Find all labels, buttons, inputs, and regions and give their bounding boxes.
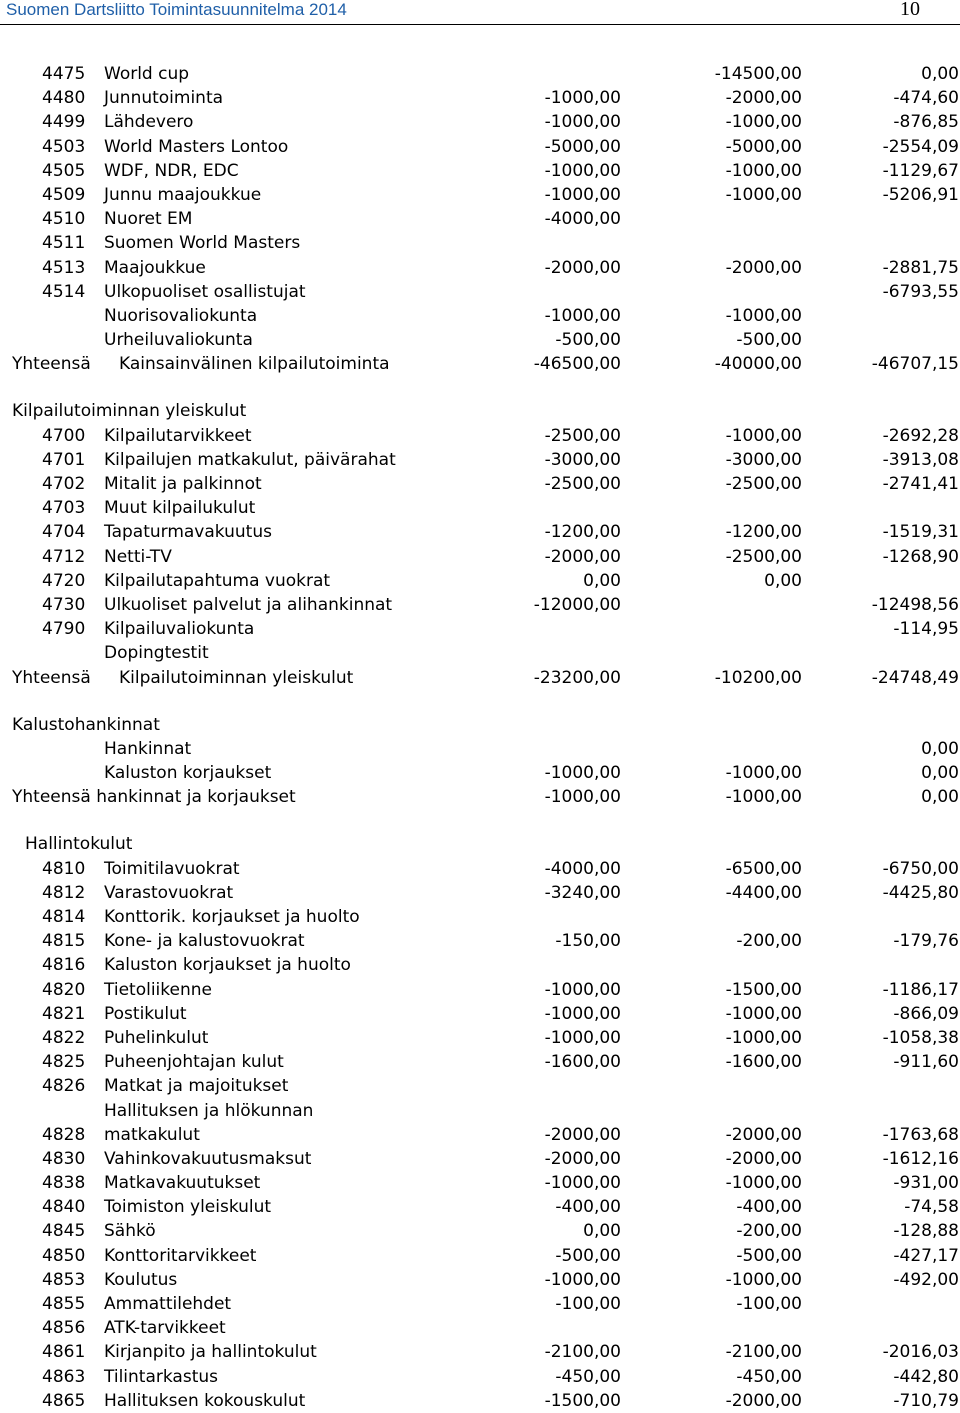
account-code: 4480 (42, 88, 86, 109)
table-row (0, 1026, 960, 1050)
budget-value-2: -1500,00 (725, 979, 802, 1000)
budget-value-1: -12000,00 (533, 594, 621, 615)
actual-value: -3913,08 (882, 449, 959, 470)
account-code: 4700 (42, 425, 86, 446)
account-description: Kilpailutapahtuma vuokrat (104, 570, 331, 591)
table-row (0, 737, 960, 761)
account-description: Dopingtestit (104, 643, 209, 664)
account-description: Postikulut (104, 1003, 187, 1024)
budget-value-1: -2000,00 (544, 546, 621, 567)
table-row (0, 159, 960, 183)
account-description: Junnutoiminta (104, 88, 224, 109)
account-description: Kilpailutoiminnan yleiskulut (12, 401, 247, 422)
budget-value-1: -450,00 (555, 1366, 621, 1387)
actual-value: 0,00 (921, 738, 959, 759)
budget-value-1: -2000,00 (544, 1124, 621, 1145)
account-description: Ulkuoliset palvelut ja alihankinnat (104, 594, 393, 615)
table-row (0, 1244, 960, 1268)
budget-value-2: -200,00 (736, 1221, 802, 1242)
budget-value-1: -2100,00 (544, 1342, 621, 1363)
table-row (0, 1074, 960, 1098)
budget-value-2: -2000,00 (725, 1148, 802, 1169)
account-code: 4820 (42, 979, 86, 1000)
account-code: 4704 (42, 522, 86, 543)
budget-value-2: -40000,00 (714, 354, 802, 375)
account-code: 4503 (42, 136, 86, 157)
budget-value-1: -1000,00 (544, 979, 621, 1000)
budget-value-2: -1000,00 (725, 1003, 802, 1024)
budget-value-1: -2000,00 (544, 1148, 621, 1169)
table-row (0, 1389, 960, 1413)
total-row (0, 666, 960, 690)
actual-value: -1058,38 (882, 1027, 959, 1048)
account-description: Puheenjohtajan kulut (104, 1052, 284, 1073)
table-row (0, 135, 960, 159)
table-row (0, 1340, 960, 1364)
account-description: Nuorisovaliokunta (104, 305, 258, 326)
budget-value-1: -4000,00 (544, 858, 621, 879)
account-description: Vahinkovakuutusmaksut (104, 1148, 312, 1169)
budget-value-2: -500,00 (736, 1245, 802, 1266)
budget-value-1: -1000,00 (544, 787, 621, 808)
table-row (0, 1171, 960, 1195)
account-description: Toimitilavuokrat (104, 858, 240, 879)
account-description: Kone- ja kalustovuokrat (104, 931, 305, 952)
budget-value-1: -1600,00 (544, 1052, 621, 1073)
budget-value-2: -1000,00 (725, 305, 802, 326)
account-code: 4816 (42, 955, 86, 976)
table-row (0, 472, 960, 496)
account-description: Hallituksen ja hlökunnan (104, 1100, 314, 1121)
budget-value-2: -10200,00 (714, 667, 802, 688)
budget-value-2: -1600,00 (725, 1052, 802, 1073)
table-row (0, 569, 960, 593)
budget-value-1: -1500,00 (544, 1390, 621, 1411)
budget-value-1: -1000,00 (544, 763, 621, 784)
budget-value-1: -3000,00 (544, 449, 621, 470)
budget-value-2: -3000,00 (725, 449, 802, 470)
account-code: 4845 (42, 1221, 86, 1242)
budget-value-2: -2500,00 (725, 546, 802, 567)
actual-value: -1268,90 (882, 546, 959, 567)
account-code: 4513 (42, 257, 86, 278)
actual-value: 0,00 (921, 763, 959, 784)
actual-value: -931,00 (893, 1173, 959, 1194)
table-row (0, 617, 960, 641)
account-code: 4856 (42, 1318, 86, 1339)
actual-value: -2741,41 (882, 474, 959, 494)
section-heading-row (0, 785, 960, 809)
budget-value-1: -400,00 (555, 1197, 621, 1218)
account-description: Junnu maajoukkue (104, 184, 262, 205)
account-description: Maajoukkue (104, 257, 206, 278)
account-description: Hallituksen kokouskulut (104, 1390, 306, 1411)
budget-value-1: -1000,00 (544, 1269, 621, 1290)
actual-value: -2881,75 (882, 257, 959, 278)
account-code: 4850 (42, 1245, 86, 1266)
table-row (0, 280, 960, 304)
table-row (0, 1123, 960, 1147)
actual-value: -179,76 (893, 931, 959, 952)
budget-value-2: -2500,00 (725, 474, 802, 494)
table-row (0, 256, 960, 280)
account-code: 4863 (42, 1366, 86, 1387)
account-description: Hankinnat (104, 738, 192, 759)
table-row (0, 520, 960, 544)
account-description: Ulkopuoliset osallistujat (104, 281, 306, 302)
actual-value: 0,00 (921, 64, 959, 84)
actual-value: -427,17 (893, 1245, 959, 1266)
account-code: 4822 (42, 1027, 86, 1048)
account-code: 4830 (42, 1148, 86, 1169)
account-description: Tietoliikenne (104, 979, 212, 1000)
account-code: 4838 (42, 1173, 86, 1194)
account-description: Lähdevero (104, 112, 194, 133)
account-description: WDF, NDR, EDC (104, 160, 239, 181)
budget-value-2: -500,00 (736, 330, 802, 351)
actual-value: -46707,15 (871, 354, 959, 375)
section-heading-row (0, 832, 960, 856)
table-row (0, 496, 960, 520)
actual-value: -1612,16 (882, 1148, 959, 1169)
table-row (0, 1292, 960, 1316)
table-row (0, 1365, 960, 1389)
table-row (0, 207, 960, 231)
actual-value: -911,60 (893, 1052, 959, 1073)
account-code: 4826 (42, 1076, 86, 1097)
account-description: Suomen World Masters (104, 233, 301, 254)
account-description: World cup (104, 64, 190, 84)
budget-value-2: -1000,00 (725, 787, 802, 808)
budget-value-2: -1000,00 (725, 160, 802, 181)
actual-value: -442,80 (893, 1366, 959, 1387)
table-row (0, 641, 960, 665)
actual-value: -866,09 (893, 1003, 959, 1024)
account-code: 4853 (42, 1269, 86, 1290)
account-description: Kilpailujen matkakulut, päivärahat (104, 449, 396, 470)
account-code: 4828 (42, 1124, 86, 1145)
account-description: Matkavakuutukset (104, 1173, 261, 1194)
budget-value-2: -200,00 (736, 931, 802, 952)
actual-value: -2554,09 (882, 136, 959, 157)
budget-value-2: -1000,00 (725, 1027, 802, 1048)
account-code: 4814 (42, 907, 86, 927)
budget-value-2: -14500,00 (714, 64, 802, 84)
table-row (0, 424, 960, 448)
account-code: 4475 (42, 64, 86, 84)
account-code: 4510 (42, 209, 86, 230)
account-description: Konttoritarvikkeet (104, 1245, 257, 1266)
budget-value-1: -1000,00 (544, 112, 621, 133)
account-description: matkakulut (104, 1124, 200, 1145)
account-code: 4505 (42, 160, 86, 181)
account-description: Netti-TV (104, 546, 172, 567)
account-description: Kaluston korjaukset ja huolto (104, 955, 351, 976)
budget-value-2: -6500,00 (725, 858, 802, 879)
budget-value-2: -2000,00 (725, 88, 802, 109)
budget-value-1: -46500,00 (533, 354, 621, 375)
table-row (0, 905, 960, 929)
budget-value-1: -1000,00 (544, 1173, 621, 1194)
account-description: Nuoret EM (104, 209, 193, 230)
budget-value-1: -1000,00 (544, 160, 621, 181)
budget-value-2: 0,00 (764, 570, 802, 591)
actual-value: -710,79 (893, 1390, 959, 1411)
budget-value-1: -1000,00 (544, 305, 621, 326)
account-description: Hallintokulut (25, 834, 133, 855)
actual-value: -876,85 (893, 112, 959, 133)
budget-value-1: -2500,00 (544, 425, 621, 446)
budget-value-1: -1000,00 (544, 88, 621, 109)
account-code: 4509 (42, 184, 86, 205)
budget-value-1: -4000,00 (544, 209, 621, 230)
table-row (0, 1099, 960, 1123)
table-row (0, 1147, 960, 1171)
budget-value-1: -100,00 (555, 1294, 621, 1314)
table-row (0, 1268, 960, 1292)
budget-value-1: -1000,00 (544, 1003, 621, 1024)
actual-value: -24748,49 (871, 667, 959, 688)
account-description: Konttorik. korjaukset ja huolto (104, 907, 360, 927)
account-description: Koulutus (104, 1269, 178, 1290)
actual-value: -74,58 (904, 1197, 959, 1218)
budget-value-1: -1000,00 (544, 1027, 621, 1048)
table-row (0, 1219, 960, 1243)
account-code: 4855 (42, 1294, 86, 1314)
budget-value-1: 0,00 (583, 570, 621, 591)
table-row (0, 86, 960, 110)
budget-value-2: -2000,00 (725, 257, 802, 278)
account-code: 4701 (42, 449, 86, 470)
account-code: 4511 (42, 233, 86, 254)
actual-value: 0,00 (921, 787, 959, 808)
account-code: 4840 (42, 1197, 86, 1218)
account-description: Urheiluvaliokunta (104, 330, 253, 351)
budget-value-2: -1000,00 (725, 763, 802, 784)
table-row (0, 183, 960, 207)
account-description: Toimiston yleiskulut (104, 1197, 272, 1218)
table-row (0, 593, 960, 617)
account-description: Kalustohankinnat (12, 714, 160, 735)
account-description: Sähkö (104, 1221, 156, 1242)
budget-value-2: -100,00 (736, 1294, 802, 1314)
actual-value: -12498,56 (871, 594, 959, 615)
section-heading-row (0, 713, 960, 737)
table-row (0, 110, 960, 134)
budget-value-2: -5000,00 (725, 136, 802, 157)
budget-value-2: -1000,00 (725, 1173, 802, 1194)
account-code: 4810 (42, 858, 86, 879)
actual-value: -492,00 (893, 1269, 959, 1290)
account-code: Yhteensä (12, 354, 91, 375)
account-description: Kilpailutoiminnan yleiskulut (119, 667, 354, 688)
account-description: Tilintarkastus (104, 1366, 218, 1387)
budget-value-1: -3240,00 (544, 882, 621, 903)
account-code: 4712 (42, 546, 86, 567)
table-row (0, 1002, 960, 1026)
table-row (0, 761, 960, 785)
actual-value: -6750,00 (882, 858, 959, 879)
table-row (0, 978, 960, 1002)
table-row (0, 448, 960, 472)
account-description: Mitalit ja palkinnot (104, 474, 262, 494)
budget-value-1: -150,00 (555, 931, 621, 952)
table-row (0, 62, 960, 86)
actual-value: -1763,68 (882, 1124, 959, 1145)
budget-value-2: -2000,00 (725, 1390, 802, 1411)
budget-value-2: -1000,00 (725, 425, 802, 446)
actual-value: -1186,17 (882, 979, 959, 1000)
account-description: ATK-tarvikkeet (104, 1318, 226, 1339)
budget-value-1: -1200,00 (544, 522, 621, 543)
table-row (0, 1195, 960, 1219)
table-row (0, 1316, 960, 1340)
table-row (0, 881, 960, 905)
budget-value-2: -2100,00 (725, 1342, 802, 1363)
actual-value: -2016,03 (882, 1342, 959, 1363)
budget-value-2: -400,00 (736, 1197, 802, 1218)
account-code: 4703 (42, 498, 86, 519)
page-number: 10 (900, 0, 920, 20)
account-description: Yhteensä hankinnat ja korjaukset (12, 787, 296, 808)
account-description: Varastovuokrat (104, 882, 234, 903)
account-description: Kainsainvälinen kilpailutoiminta (119, 354, 390, 375)
budget-value-1: -5000,00 (544, 136, 621, 157)
budget-value-1: 0,00 (583, 1221, 621, 1242)
budget-value-2: -450,00 (736, 1366, 802, 1387)
actual-value: -1519,31 (882, 522, 959, 543)
table-row (0, 328, 960, 352)
account-code: 4702 (42, 474, 86, 494)
budget-value-1: -500,00 (555, 1245, 621, 1266)
budget-value-2: -1000,00 (725, 184, 802, 205)
budget-value-1: -500,00 (555, 330, 621, 351)
table-row (0, 545, 960, 569)
table-row (0, 953, 960, 977)
account-description: Kilpailutarvikkeet (104, 425, 252, 446)
account-code: 4514 (42, 281, 86, 302)
page-header (0, 0, 960, 25)
budget-value-2: -2000,00 (725, 1124, 802, 1145)
budget-value-1: -23200,00 (533, 667, 621, 688)
actual-value: -6793,55 (882, 281, 959, 302)
table-row (0, 857, 960, 881)
section-heading-row (0, 399, 960, 423)
account-code: 4499 (42, 112, 86, 133)
budget-value-2: -4400,00 (725, 882, 802, 903)
account-description: Muut kilpailukulut (104, 498, 256, 519)
document-title: Suomen Dartsliitto Toimintasuunnitelma 2014 (6, 0, 347, 19)
account-code: Yhteensä (12, 667, 91, 688)
table-row (0, 929, 960, 953)
account-description: Matkat ja majoitukset (104, 1076, 289, 1097)
account-description: Kirjanpito ja hallintokulut (104, 1342, 317, 1363)
budget-value-1: -1000,00 (544, 184, 621, 205)
account-code: 4812 (42, 882, 86, 903)
actual-value: -128,88 (893, 1221, 959, 1242)
actual-value: -2692,28 (882, 425, 959, 446)
account-description: Tapaturmavakuutus (104, 522, 272, 543)
budget-value-1: -2500,00 (544, 474, 621, 494)
budget-value-2: -1000,00 (725, 112, 802, 133)
account-code: 4815 (42, 931, 86, 952)
table-row (0, 231, 960, 255)
table-row (0, 304, 960, 328)
account-description: Puhelinkulut (104, 1027, 209, 1048)
account-description: Ammattilehdet (104, 1294, 232, 1314)
account-code: 4825 (42, 1052, 86, 1073)
account-description: Kaluston korjaukset (104, 763, 272, 784)
account-code: 4861 (42, 1342, 86, 1363)
account-code: 4821 (42, 1003, 86, 1024)
table-row (0, 1050, 960, 1074)
actual-value: -4425,80 (882, 882, 959, 903)
account-description: Kilpailuvaliokunta (104, 619, 255, 640)
budget-value-2: -1200,00 (725, 522, 802, 543)
account-code: 4730 (42, 594, 86, 615)
budget-value-2: -1000,00 (725, 1269, 802, 1290)
account-description: World Masters Lontoo (104, 136, 289, 157)
account-code: 4790 (42, 619, 86, 640)
actual-value: -5206,91 (882, 184, 959, 205)
actual-value: -474,60 (893, 88, 959, 109)
account-code: 4720 (42, 570, 86, 591)
total-row (0, 352, 960, 376)
actual-value: -114,95 (893, 619, 959, 640)
account-code: 4865 (42, 1390, 86, 1411)
budget-value-1: -2000,00 (544, 257, 621, 278)
actual-value: -1129,67 (882, 160, 959, 181)
budget-table (0, 62, 960, 1413)
